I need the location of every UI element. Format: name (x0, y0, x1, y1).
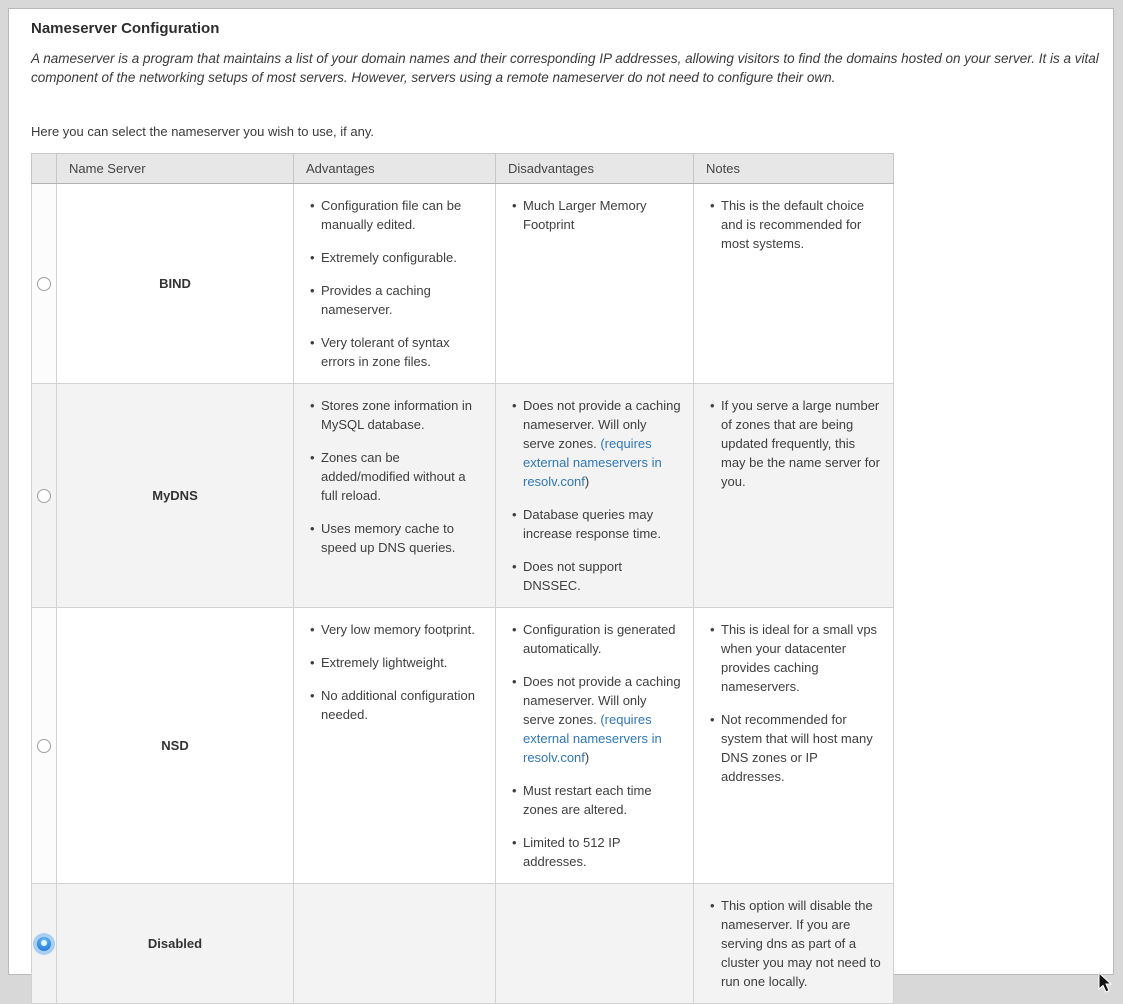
advantages-item (321, 686, 483, 724)
advantages-cell (294, 608, 496, 884)
advantages-item-text: Zones can be added/modified without a full reload. (321, 450, 466, 503)
advantages-item (321, 448, 483, 505)
nameserver-name: MyDNS (57, 384, 294, 608)
intro-text (31, 49, 1099, 87)
notes-list (706, 396, 881, 491)
column-header-disadvantages: Disadvantages (496, 154, 694, 184)
notes-list (706, 620, 881, 786)
disadvantages-item-text: Does not support DNSSEC. (523, 559, 623, 593)
radio-cell (32, 184, 57, 384)
advantages-cell (294, 184, 496, 384)
notes-cell (694, 884, 894, 1004)
disadvantages-item (523, 505, 681, 543)
advantages-item-text: No additional configuration needed. (321, 688, 475, 722)
advantages-list (306, 396, 483, 557)
notes-cell (694, 608, 894, 884)
notes-item (721, 196, 881, 253)
advantages-item-text: Extremely configurable. (321, 250, 457, 265)
disadvantages-cell (496, 184, 694, 384)
disadvantages-item-text: Must restart each time zones are altered. (523, 783, 652, 817)
radio-cell (32, 384, 57, 608)
advantages-item (321, 281, 483, 319)
intro-line-2: component of the networking setups of most servers. However, servers using a remote nameserver do not need to configure their own. (31, 70, 836, 85)
table-row-nsd (32, 608, 894, 884)
nameserver-name: BIND (57, 184, 294, 384)
disadvantages-list (508, 620, 681, 871)
advantages-item-text: Uses memory cache to speed up DNS queries. (321, 521, 456, 555)
disadvantages-list (508, 396, 681, 595)
advantages-item (321, 333, 483, 371)
table-row-bind (32, 184, 894, 384)
table-row-disabled (32, 884, 894, 1004)
notes-cell (694, 184, 894, 384)
disadvantages-cell (496, 384, 694, 608)
content-panel (8, 8, 1114, 989)
disadvantages-item-text: Database queries may increase response time. (523, 507, 662, 541)
advantages-item (321, 653, 483, 672)
advantages-item (321, 248, 483, 267)
column-header-notes: Notes (694, 154, 894, 184)
notes-item-text: This is ideal for a small vps when your datacenter provides caching nameservers. (721, 622, 878, 694)
disadvantages-cell (496, 884, 694, 1004)
disadvantages-item-text: Does not provide a caching nameserver. Will only serve zones. (523, 398, 681, 451)
radio-cell (32, 608, 57, 884)
disadvantages-item (523, 833, 681, 871)
advantages-item-text: Provides a caching nameserver. (321, 283, 431, 317)
advantages-cell (294, 884, 496, 1004)
notes-item-text: Not recommended for system that will host many DNS zones or IP addresses. (721, 712, 873, 784)
advantages-item (321, 519, 483, 557)
nameserver-table (31, 153, 894, 1004)
disadvantages-item (523, 781, 681, 819)
notes-list (706, 196, 881, 253)
disadvantages-item-text-after: ) (584, 474, 590, 489)
advantages-item-text: Very tolerant of syntax errors in zone files. (321, 335, 450, 369)
resolv-conf-link[interactable]: (requires external nameservers in resolv.conf (523, 436, 662, 489)
notes-item-text: This is the default choice and is recommended for most systems. (721, 198, 865, 251)
notes-item (721, 896, 881, 991)
disadvantages-list (508, 196, 681, 234)
column-header-advantages: Advantages (294, 154, 496, 184)
disadvantages-item-text-after: ) (584, 750, 590, 765)
disadvantages-item (523, 620, 681, 658)
select-prompt: Here you can select the nameserver you wish to use, if any. (31, 124, 374, 139)
radio-button-nsd[interactable] (37, 739, 51, 753)
advantages-item (321, 396, 483, 434)
disadvantages-item (523, 557, 681, 595)
disadvantages-item-text: Limited to 512 IP addresses. (523, 835, 621, 869)
mouse-cursor-icon (1098, 973, 1114, 995)
disadvantages-item-text: Much Larger Memory Footprint (523, 198, 647, 232)
intro-line-1: A nameserver is a program that maintains a list of your domain names and their corresponding IP addresses, allowing visitors to find the domains hosted on your server. It is a vital (31, 51, 1099, 66)
radio-button-bind[interactable] (37, 277, 51, 291)
disadvantages-cell (496, 608, 694, 884)
disadvantages-item (523, 396, 681, 491)
radio-cell (32, 884, 57, 1004)
advantages-cell (294, 384, 496, 608)
radio-column-header (32, 154, 57, 184)
notes-item (721, 710, 881, 786)
page-title: Nameserver Configuration (31, 20, 220, 37)
disadvantages-item-text: Does not provide a caching nameserver. Will only serve zones. (523, 674, 681, 727)
disadvantages-item (523, 672, 681, 767)
notes-list (706, 896, 881, 991)
disadvantages-item-text: Configuration is generated automatically. (523, 622, 676, 656)
column-header-name-server: Name Server (57, 154, 294, 184)
advantages-item-text: Extremely lightweight. (321, 655, 448, 670)
resolv-conf-link[interactable]: (requires external nameservers in resolv.conf (523, 712, 662, 765)
nameserver-name: Disabled (57, 884, 294, 1004)
radio-button-disabled[interactable] (37, 937, 51, 951)
nameserver-name: NSD (57, 608, 294, 884)
advantages-item-text: Configuration file can be manually edited. (321, 198, 462, 232)
notes-item (721, 396, 881, 491)
notes-item-text: This option will disable the nameserver. If you are serving dns as part of a cluster you may not need to run one locally. (721, 898, 881, 989)
disadvantages-item (523, 196, 681, 234)
table-header-row (32, 154, 894, 184)
advantages-item-text: Stores zone information in MySQL database. (321, 398, 473, 432)
advantages-list (306, 620, 483, 724)
advantages-item-text: Very low memory footprint. (321, 622, 475, 637)
advantages-list (306, 196, 483, 371)
table-row-mydns (32, 384, 894, 608)
advantages-item (321, 196, 483, 234)
notes-cell (694, 384, 894, 608)
advantages-item (321, 620, 483, 639)
radio-button-mydns[interactable] (37, 489, 51, 503)
notes-item-text: If you serve a large number of zones that are being updated frequently, this may be the name server for you. (721, 398, 880, 489)
notes-item (721, 620, 881, 696)
